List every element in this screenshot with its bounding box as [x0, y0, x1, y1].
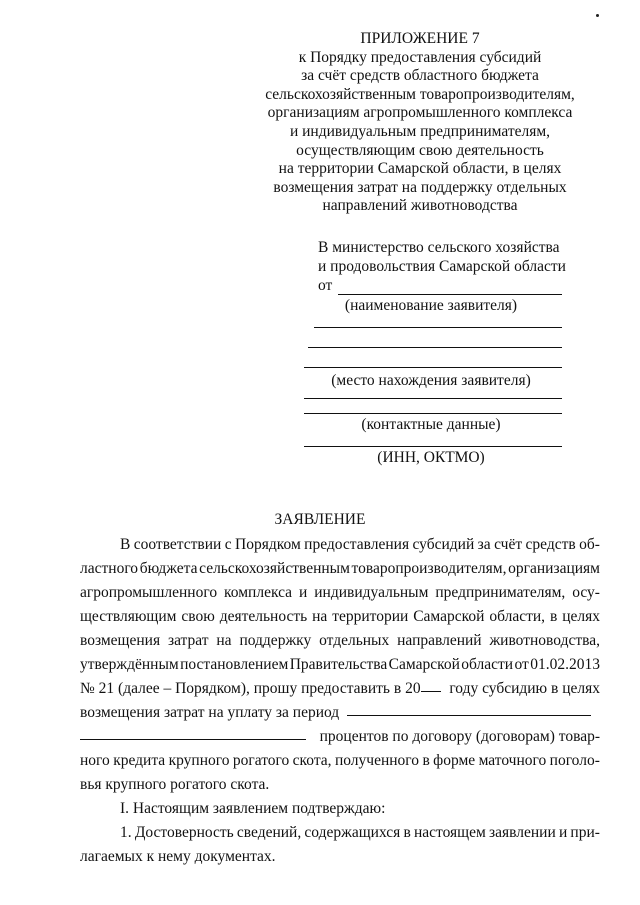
period-text: возмещения затрат на уплату за период — [80, 704, 340, 721]
paragraph-line — [80, 533, 600, 557]
year-request-text: году субсидию в целях — [449, 680, 600, 697]
appendix-line: сельскохозяйственным товаропроизводителям, — [265, 85, 575, 103]
contacts-caption: (контактные данные) — [361, 416, 501, 433]
word: затрат — [167, 632, 209, 649]
addressee-block — [300, 238, 566, 467]
word: кредита — [113, 752, 166, 769]
period-field[interactable] — [347, 701, 591, 716]
statement-title: ЗАЯВЛЕНИЕ — [274, 511, 366, 528]
word: В — [120, 536, 131, 553]
addressee-line: В министерство сельского хозяйства — [318, 239, 560, 256]
applicant-name-caption: (наименование заявителя) — [344, 297, 518, 314]
word: в — [403, 824, 411, 841]
word: соответствии — [133, 536, 222, 553]
word: комплекса — [224, 584, 293, 601]
location-line-field[interactable] — [304, 348, 562, 368]
addressee-line: и продовольствия Самарской области — [318, 258, 566, 275]
word: сведений, — [236, 824, 302, 841]
word: маточного — [478, 752, 547, 769]
word: предоставления — [304, 536, 410, 553]
word: от — [514, 656, 529, 673]
word: скота, — [292, 752, 332, 769]
word: поголо- — [549, 752, 600, 769]
word: направлений — [397, 632, 482, 649]
period-continuation-field[interactable] — [80, 725, 306, 740]
applicant-name-field[interactable] — [338, 280, 562, 295]
word: субсидий — [412, 536, 475, 553]
word: бюджета — [139, 560, 198, 577]
location-line-field[interactable] — [304, 390, 562, 399]
word: сельскохозяйственным — [199, 560, 350, 577]
word: индивидуальным — [314, 584, 429, 601]
appendix-line: за счёт средств областного бюджета — [301, 67, 539, 85]
word: утверждённым — [80, 656, 179, 673]
word: полученного — [334, 752, 420, 769]
percent-text: процентов по договору (договорам) товар- — [319, 728, 600, 745]
word: 01.02.2013 — [530, 656, 600, 673]
applicant-line-field[interactable] — [308, 328, 562, 348]
paragraph-line — [80, 701, 600, 725]
word: предпринимателям, — [435, 584, 566, 601]
word: ластного — [80, 560, 139, 577]
word: целях — [562, 608, 600, 625]
word: осу- — [572, 584, 600, 601]
appendix-line: на территории Самарской области, в целях — [278, 160, 562, 178]
word: за — [477, 536, 491, 553]
word: деятельность — [219, 608, 308, 625]
word: свою — [181, 608, 215, 625]
word: на — [312, 608, 328, 625]
paragraph-line — [80, 725, 600, 749]
applicant-line-field[interactable] — [314, 315, 562, 328]
word: агропромышленного — [80, 584, 218, 601]
paragraph-line — [80, 605, 600, 629]
word: 1. — [120, 824, 132, 841]
word: области — [461, 656, 514, 673]
word: форме — [433, 752, 476, 769]
word: рогатого — [232, 752, 290, 769]
appendix-line: осуществляющим свою деятельность — [296, 141, 544, 159]
paragraph-line — [80, 629, 600, 653]
word: Самарской — [388, 656, 460, 673]
inn-line-field[interactable] — [304, 434, 562, 447]
appendix-line: ПРИЛОЖЕНИЕ 7 — [360, 30, 480, 47]
word: ществляющим — [80, 608, 177, 625]
appendix-line: и индивидуальным предпринимателям, — [289, 122, 551, 140]
word: в — [422, 752, 430, 769]
word: отдельных — [319, 632, 390, 649]
word: заявлении — [489, 824, 556, 841]
word: Достоверность — [134, 824, 234, 841]
paragraph-line — [80, 677, 600, 701]
word: Самарской — [413, 608, 485, 625]
word: товаропроизводителям, — [351, 560, 507, 577]
paragraph-line — [80, 581, 600, 605]
appendix-line: организациям агропромышленного комплекса — [267, 104, 573, 122]
scan-mark — [596, 14, 599, 17]
word: с — [224, 536, 232, 553]
section-heading: I. Настоящим заявлением подтверждаю: — [120, 800, 386, 817]
word: территории — [332, 608, 409, 625]
word: возмещения — [80, 632, 161, 649]
contacts-line-field[interactable] — [304, 399, 562, 414]
list-item-line: лагаемых к нему документах. — [80, 848, 276, 865]
statement-body — [80, 533, 600, 869]
word: организациям — [508, 560, 600, 577]
word: при- — [570, 824, 600, 841]
appendix-line: к Порядку предоставления субсидий — [298, 48, 542, 66]
word: и — [558, 824, 568, 841]
appendix-line: направлений животноводства — [322, 197, 518, 215]
appendix-line: возмещения затрат на поддержку отдельных — [273, 178, 567, 196]
word: на — [216, 632, 232, 649]
year-request-text: № 21 (далее – Порядком), прошу предоставить в 20 — [80, 680, 421, 697]
word: средств — [525, 536, 576, 553]
from-label: от — [318, 277, 333, 294]
appendix-header — [250, 30, 590, 216]
inn-caption: (ИНН, ОКТМО) — [377, 449, 485, 466]
from-row — [300, 276, 562, 295]
word: об- — [579, 536, 600, 553]
word: крупного — [168, 752, 230, 769]
paragraph-line — [80, 557, 600, 581]
paragraph-line — [80, 653, 600, 677]
word: животноводства, — [489, 632, 600, 649]
paragraph-line — [80, 749, 600, 773]
list-item-line — [80, 821, 600, 845]
word: содержащихся — [304, 824, 401, 841]
word: Порядком — [235, 536, 301, 553]
word: области, — [489, 608, 546, 625]
word: и — [299, 584, 308, 601]
word: Правительства — [289, 656, 388, 673]
word: счёт — [494, 536, 523, 553]
word: ного — [80, 752, 110, 769]
paragraph-line: вья крупного рогатого скота. — [80, 776, 270, 793]
word: в — [549, 608, 558, 625]
word: поддержку — [239, 632, 312, 649]
year-field[interactable] — [421, 677, 442, 692]
word: настоящем — [413, 824, 486, 841]
location-caption: (место нахождения заявителя) — [331, 372, 531, 389]
word: постановлением — [180, 656, 289, 673]
